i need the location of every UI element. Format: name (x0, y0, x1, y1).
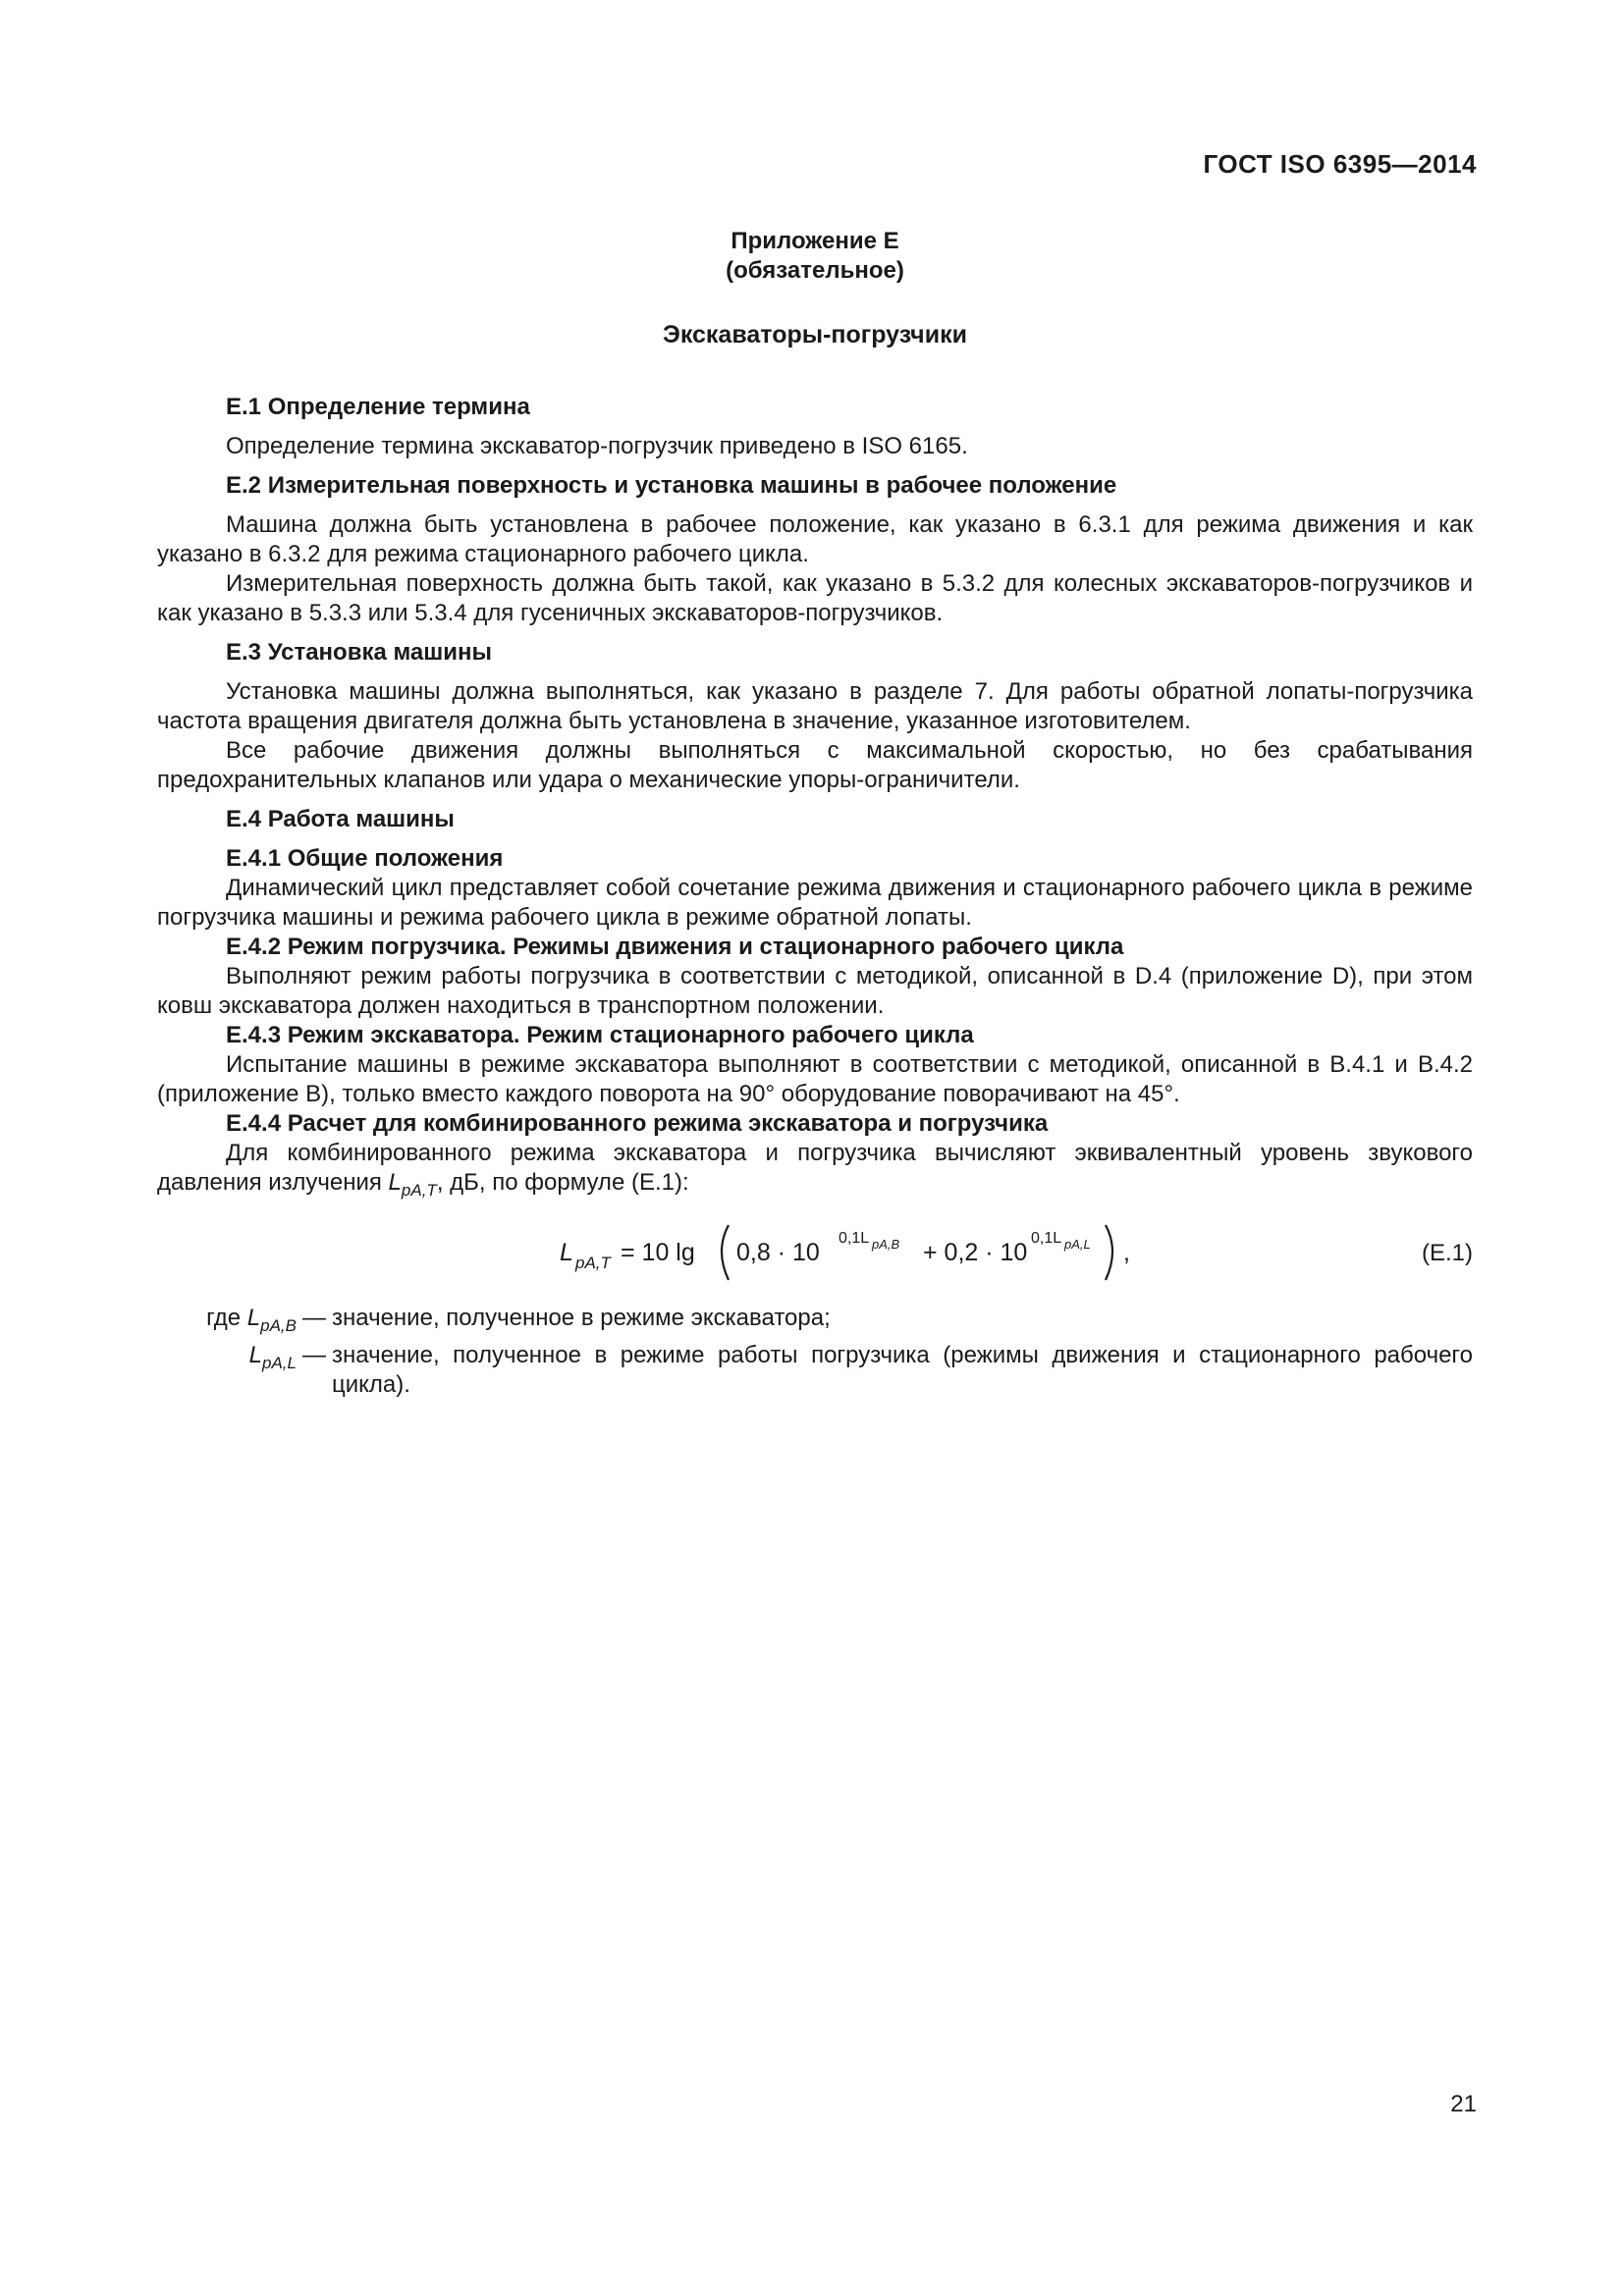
annex-status: (обязательное) (726, 257, 904, 284)
section-e44-paragraph (157, 1139, 1473, 1205)
section-e43-paragraph: Испытание машины в режиме экскаватора выполняют в соответствии с методикой, описанной в B.4.1 и B.4.2 (приложение B), только вместо каждого поворота на 90° оборудование поворачивают на 45°. (157, 1051, 1473, 1107)
formula-exponent-2: 0,1L (1031, 1230, 1062, 1247)
definition-symbol (157, 1341, 297, 1378)
section-e2-paragraph-1: Машина должна быть установлена в рабочее положение, как указано в 6.3.1 для режима движения и как указано в 6.3.2 для режима стационарного рабочего цикла. (157, 511, 1473, 567)
definition-text: значение, полученное в режиме экскаватора; (332, 1305, 831, 1331)
annex-title: Приложение E (731, 228, 899, 254)
formula-eq: = 10 lg (621, 1239, 695, 1266)
section-e3-paragraph-1: Установка машины должна выполняться, как указано в разделе 7. Для работы обратной лопаты-погрузчика частота вращения двигателя должна быть установлена в значение, указанное изготовителем. (157, 678, 1473, 734)
section-e1-paragraph: Определение термина экскаватор-погрузчик приведено в ISO 6165. (226, 433, 968, 459)
definition-symbol-letter: L (246, 1305, 261, 1331)
e44-text-before: Для комбинированного режима экскаватора и погрузчика вычисляют эквивалентный уровень звукового давления излучения (157, 1140, 1473, 1196)
definition-symbol (157, 1304, 297, 1341)
definition-row (157, 1304, 1473, 1341)
section-e41-heading: E.4.1 Общие положения (226, 845, 504, 872)
section-e1-heading: E.1 Определение термина (226, 394, 530, 420)
formula-exponent-1: 0,1L (839, 1230, 870, 1247)
formula-expression (550, 1211, 1257, 1288)
section-e2-paragraph-2: Измерительная поверхность должна быть такой, как указано в 5.3.2 для колесных экскаваторов-погрузчиков и как указано в 5.3.3 или 5.3.4 для гусеничных экскаваторов-погрузчиков. (157, 570, 1473, 626)
formula-close-paren (1106, 1225, 1112, 1280)
section-e3-heading: E.3 Установка машины (226, 639, 493, 666)
document-code: ГОСТ ISO 6395—2014 (1203, 149, 1477, 179)
page-number: 21 (1450, 2091, 1477, 2117)
formula-lhs: L (560, 1239, 573, 1266)
section-e42-heading: E.4.2 Режим погрузчика. Режимы движения и стационарного рабочего цикла (226, 934, 1124, 960)
formula-exponent-1-subscript: pA,B (872, 1237, 900, 1252)
formula-open-paren (722, 1225, 729, 1280)
definition-dash: — (302, 1342, 326, 1368)
section-e42-paragraph: Выполняют режим работы погрузчика в соответствии с методикой, описанной в D.4 (приложение D), при этом ковш экскаватора должен находиться в транспортном положении. (157, 963, 1473, 1019)
definition-dash: — (302, 1305, 326, 1331)
e44-text-after: , дБ, по формуле (E.1): (436, 1169, 689, 1196)
e44-symbol-subscript: pA,T (401, 1181, 437, 1200)
formula-e1 (157, 1211, 1473, 1288)
definition-symbol-subscript: pA,L (262, 1354, 297, 1372)
formula-lhs-subscript: pA,T (575, 1254, 611, 1272)
document-body (157, 393, 1473, 1400)
annex-subject: Экскаваторы-погрузчики (663, 321, 967, 348)
definition-symbol-subscript: pA,B (260, 1316, 297, 1335)
section-e41-paragraph: Динамический цикл представляет собой сочетание режима движения и стационарного рабочего цикла в режиме погрузчика машины и режима рабочего цикла в режиме обратной лопаты. (157, 875, 1473, 931)
section-e4-heading: E.4 Работа машины (226, 806, 455, 832)
formula-number: (E.1) (1421, 1240, 1473, 1266)
definition-text: значение, полученное в режиме работы погрузчика (режимы движения и стационарного рабочего цикла). (332, 1342, 1473, 1398)
formula-tail: , (1123, 1239, 1130, 1266)
definition-prefix: где (206, 1305, 247, 1331)
section-e3-paragraph-2: Все рабочие движения должны выполняться с максимальной скоростью, но без срабатывания предохранительных клапанов или удара о механические упоры-ограничители. (157, 737, 1473, 793)
formula-definitions (157, 1304, 1473, 1400)
formula-exponent-2-subscript: pA,L (1064, 1237, 1091, 1252)
section-e43-heading: E.4.3 Режим экскаватора. Режим стационарного рабочего цикла (226, 1022, 974, 1048)
definition-row (157, 1341, 1473, 1400)
definition-symbol-letter: L (248, 1342, 263, 1368)
section-e2-heading: E.2 Измерительная поверхность и установка машины в рабочее положение (226, 472, 1117, 499)
formula-coefficient-1: 0,8 · 10 (736, 1239, 820, 1266)
e44-symbol: L (388, 1169, 402, 1196)
section-e44-heading: E.4.4 Расчет для комбинированного режима экскаватора и погрузчика (226, 1110, 1049, 1137)
formula-plus-term: + 0,2 · 10 (923, 1239, 1028, 1266)
